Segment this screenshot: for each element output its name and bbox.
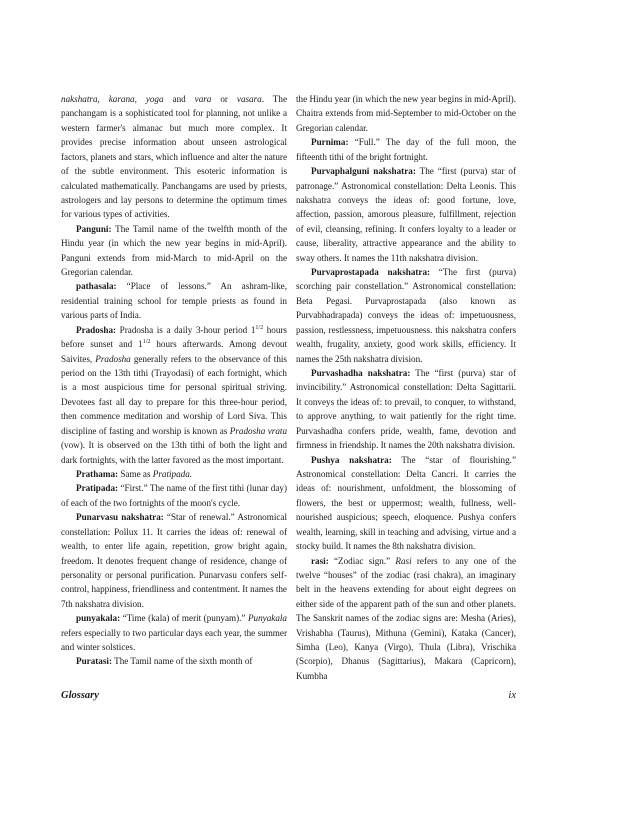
entry-puratasi: Puratasi: The Tamil name of the sixth month of [76,656,253,667]
term-punarvasu: Punarvasu nakshatra: [76,512,164,523]
term-purnima: Purnima: [311,137,349,148]
entry-punyakala: punyakala: “Time (kala) of merit (punyam).” Punyakala refers especially to two particular days each year, the summer and winter solstices. [61,613,287,653]
entry-purvaphalguni: Purvaphalguni nakshatra: The “first (purva) star of patronage.” Astronomical constellation: Delta Leonis. This nakshatra conveys the ideas of: good fortune, love, affection, passion, amorous pleasure, fulfillment, rejection of evil, cleansing, refining. It confers loyalty to a leader or cause, liberality, attractive appearance and the ability to sway others. It names the 11th nakshatra division. [296,166,516,263]
page-number: ix [508,690,516,701]
page-footer [61,690,516,706]
term-punyakala: punyakala: [76,613,121,624]
entry-pratipada: Pratipada: “First.” The name of the first tithi (lunar day) of each of the two fortnights of the moon's cycle. [61,483,287,508]
term-pathasala: pathasala: [76,281,117,292]
term-pradosha: Pradosha: [76,324,117,335]
entry-purvashadha: Purvashadha nakshatra: The “first (purva) star of invincibility.” Astronomical constellation: Delta Sagittarii. It conveys the ideas of: to prevail, to conquer, to withstand, to approve anything, to wait patiently for the right time. Purvashadha confers pride, wealth, fame, devotion and firmness in friendship. It names the 20th nakshatra division. [296,368,516,451]
term-purvaprostapada: Purvaprostapada nakshatra: [311,267,431,278]
entry-prathama: Prathama: Same as Pratipada. [76,468,193,479]
panchangam-continuation: nakshatra, karana, yoga and vara or vasara. The panchangam is a sophisticated tool for planning, not unlike a western farmer's almanac but much more complex. It provides precise information about unseen astrological factors, planets and stars, which influence and alter the nature of the subtle environment. This esoteric information is calculated mathematically. Panchangams are used by priests, astrologers and lay persons to determine the optimum times for various types of activities. [61,94,287,220]
entry-punarvasu: Punarvasu nakshatra: “Star of renewal.” Astronomical constellation: Pollux 11. It carries the ideas of: renewal of wealth, to enter life again, repetition, grow bright again, freedom. It denotes frequent change of residence, change of personality or personal purification. Punarvasu confers self-control, happiness, friendliness and contentment. It names the 7th nakshatra division. [61,512,287,609]
puratasi-continuation: the Hindu year (in which the new year begins in mid-April). Chaitra extends from mid-September to mid-October on the Gregorian calendar. [296,94,516,133]
term-prathama: Prathama: [76,468,119,479]
entry-rasi: rasi: “Zodiac sign.” Rasi refers to any one of the twelve “houses” of the zodiac (rasi chakra), an imaginary belt in the heavens extending for about eight degrees on either side of the apparent path of the sun and other planets. The Sanskrit names of the zodiac signs are: Mesha (Aries), Vrishabha (Taurus), Mithuna (Gemini), Kataka (Cancer), Simha (Leo), Kanya (Virgo), Thula (Libra), Vrischika (Scorpio), Dhanus (Sagittarius), Makara (Capricorn), Kumbha [296,555,516,681]
entry-purvaprostapada: Purvaprostapada nakshatra: “The first (purva) scorching pair constellation.” Astronomical constellation: Beta Pegasi. Purvaprostapada (also known as Purvabhadrapada) conveys the ideas of: impetuousness, passion, restlessness, impetuousness. this nakshatra confers wealth, frugality, anxiety, good work skills, efficiency. It names the 25th nakshatra division. [296,267,516,364]
term-purvaphalguni: Purvaphalguni nakshatra: [311,166,416,177]
term-purvashadha: Purvashadha nakshatra: [311,368,411,379]
right-column [296,92,516,683]
entry-panguni: Panguni: The Tamil name of the twelfth month of the Hindu year (in which the new year begins in mid-April). Panguni extends from mid-March to mid-April on the Gregorian calendar. [61,223,287,278]
term-puratasi: Puratasi: [76,656,112,667]
section-label: Glossary [61,690,99,701]
entry-purnima: Purnima: “Full.” The day of the full moon, the fifteenth tithi of the bright fortnight. [296,137,516,162]
entry-pradosha: Pradosha: Pradosha is a daily 3-hour period $1^{1/2}$ hours before sunset and $1^{1/2}$ hours afterwards. Among devout Saivites, Pradosha generally refers to the observance of this period on the 13th tithi (Trayodasi) of each fortnight, which is a most auspicious time for personal spiritual striving. Devotees fast all day to prepare for this three-hour period, then commence meditation and worship of Lord Siva. This discipline of fasting and worship is known as Pradosha vrata (vow). It is observed on the 13th tithi of both the light and dark fortnights, with the latter favored as the most important. [61,324,287,465]
term-pratipada: Pratipada: [76,483,119,494]
left-column [61,92,287,669]
term-panguni: Panguni: [76,223,112,234]
entry-pushya: Pushya nakshatra: The “star of flourishing.” Astronomical constellation: Delta Cancri. It carries the ideas of: nourishment, unfoldment, the blossoming of flowers, the best or uppermost; wealth, fullness, well-nourished auspicious; speech, eloquence. Pushya confers wealth, learning, skill in teaching and advising, virtue and a stocky build. It names the 8th nakshatra division. [296,454,516,552]
entry-pathasala: pathasala: “Place of lessons.” An ashram-like, residential training school for temple priests as found in various parts of India. [61,281,287,321]
term-rasi: rasi: [311,555,329,566]
term-pushya: Pushya nakshatra: [311,454,392,465]
